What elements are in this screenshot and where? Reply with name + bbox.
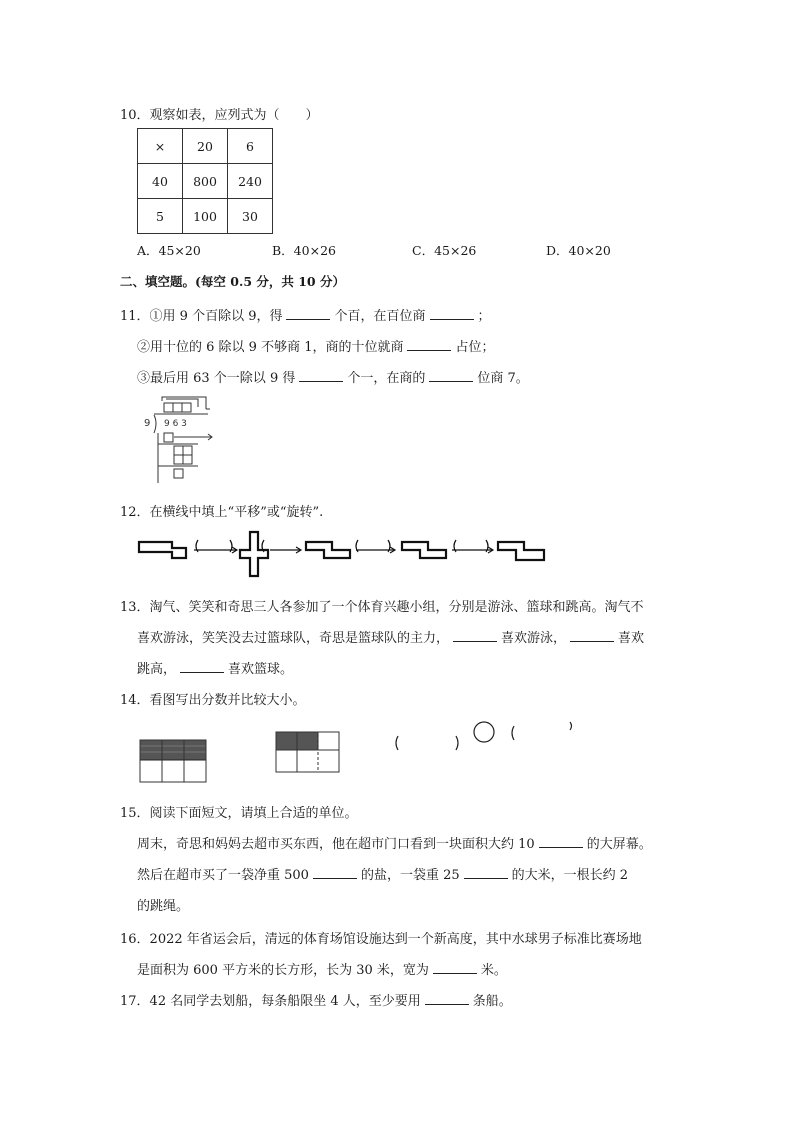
answer-blank[interactable] xyxy=(429,368,473,382)
answer-blank[interactable] xyxy=(180,659,224,673)
q16-line2 xyxy=(137,959,507,978)
q11-text: 个一，在商的 xyxy=(347,371,426,386)
right-paren xyxy=(570,722,572,730)
q11-text: ； xyxy=(477,309,491,324)
q15-text: 的大屏幕。 xyxy=(586,837,652,852)
option-a[interactable]: A．45×20 xyxy=(137,243,201,258)
q13-text: 跳高， xyxy=(137,662,177,677)
answer-blank[interactable] xyxy=(570,628,614,642)
option-b[interactable]: B．40×26 xyxy=(272,243,336,258)
q11-line2 xyxy=(137,336,495,355)
table-cell: 30 xyxy=(228,199,273,234)
multiplication-table xyxy=(137,128,273,234)
answer-blank[interactable] xyxy=(286,306,330,320)
q13-text: 喜欢篮球。 xyxy=(228,662,294,677)
answer-blank[interactable] xyxy=(313,865,357,879)
z-shape xyxy=(402,542,446,558)
answer-blank[interactable] xyxy=(433,960,477,974)
q13-text: 喜欢 xyxy=(618,631,645,646)
q13-line3 xyxy=(137,658,293,677)
q11-text: 占位； xyxy=(455,340,495,355)
q15-text: 周末，奇思和妈妈去超市买东西，他在超市门口看到一块面积大约 10 xyxy=(137,837,535,852)
q15-text: 的大米，一根长约 2 xyxy=(511,868,629,883)
q14-stem: 14．看图写出分数并比较大小。 xyxy=(120,693,306,708)
q15-line2 xyxy=(137,864,628,883)
fraction-figures xyxy=(136,718,596,790)
q11-line3 xyxy=(137,367,529,386)
divisor-label: 9 xyxy=(144,418,151,429)
answer-blank[interactable] xyxy=(407,337,451,351)
q15-line1 xyxy=(137,833,652,852)
q17-text: 17．42 名同学去划船，每条船限坐 4 人，至少要用 xyxy=(120,994,421,1009)
right-paren xyxy=(456,736,458,750)
q15-line3: 的跳绳。 xyxy=(137,899,190,914)
q11-text: ③最后用 63 个一除以 9 得 xyxy=(137,371,296,386)
q17-line1 xyxy=(120,990,512,1009)
q11-text: 11．①用 9 个百除以 9，得 xyxy=(120,309,283,324)
fraction-grid-1 xyxy=(140,740,206,782)
q17-text: 条船。 xyxy=(472,994,512,1009)
q13-text: 喜欢游泳， xyxy=(501,631,567,646)
rotated-shape xyxy=(240,532,268,576)
z-shape xyxy=(498,542,544,560)
answer-blank[interactable] xyxy=(430,306,474,320)
long-division-diagram xyxy=(138,393,228,489)
shape-transform-diagram xyxy=(136,528,556,584)
q16-text: 是面积为 600 平方米的长方形，长为 30 米，宽为 xyxy=(137,963,429,978)
answer-blank[interactable] xyxy=(425,991,469,1005)
q15-text: 然后在超市买了一袋净重 500 xyxy=(137,868,309,883)
z-shape xyxy=(306,542,350,558)
table-cell: × xyxy=(138,129,183,164)
option-d[interactable]: D．40×20 xyxy=(546,243,611,258)
table-cell: 240 xyxy=(228,164,273,199)
q10-stem: 10．观察如表，应列式为（ ） xyxy=(120,108,319,123)
left-paren xyxy=(512,726,514,740)
q11-text: ②用十位的 6 除以 9 不够商 1，商的十位就商 xyxy=(137,340,404,355)
table-cell: 20 xyxy=(183,129,228,164)
table-cell: 40 xyxy=(138,164,183,199)
answer-blank[interactable] xyxy=(464,865,508,879)
q15-text: 的盐，一袋重 25 xyxy=(360,868,460,883)
answer-blank[interactable] xyxy=(299,368,343,382)
q11-line1 xyxy=(120,305,491,324)
answer-blank[interactable] xyxy=(453,628,497,642)
q16-line1: 16．2022 年省运会后，清远的体育场馆设施达到一个新高度，其中水球男子标准比赛场地 xyxy=(120,932,642,947)
q13-line1: 13．淘气、笑笑和奇思三人各参加了一个体育兴趣小组，分别是游泳、篮球和跳高。淘气不 xyxy=(120,600,644,615)
z-shape xyxy=(139,542,186,558)
table-cell: 5 xyxy=(138,199,183,234)
left-paren xyxy=(396,736,398,750)
q12-stem: 12．在横线中填上“平移”或“旋转”. xyxy=(120,505,324,520)
q11-text: 个百，在百位商 xyxy=(334,309,426,324)
q15-stem: 15．阅读下面短文，请填上合适的单位。 xyxy=(120,806,358,821)
section-heading: 二、填空题。(每空 0.5 分，共 10 分） xyxy=(120,274,345,289)
dividend-label: 9 6 3 xyxy=(164,419,187,429)
table-cell: 100 xyxy=(183,199,228,234)
option-c[interactable]: C．45×26 xyxy=(412,243,477,258)
table-cell: 800 xyxy=(183,164,228,199)
q13-line2 xyxy=(137,627,644,646)
fraction-grid-2 xyxy=(276,732,339,772)
q13-text: 喜欢游泳，笑笑没去过篮球队，奇思是篮球队的主力， xyxy=(137,631,450,646)
compare-circle xyxy=(474,722,494,742)
table-cell: 6 xyxy=(228,129,273,164)
q11-text: 位商 7。 xyxy=(477,371,529,386)
answer-blank[interactable] xyxy=(539,834,583,848)
q16-text: 米。 xyxy=(480,963,507,978)
